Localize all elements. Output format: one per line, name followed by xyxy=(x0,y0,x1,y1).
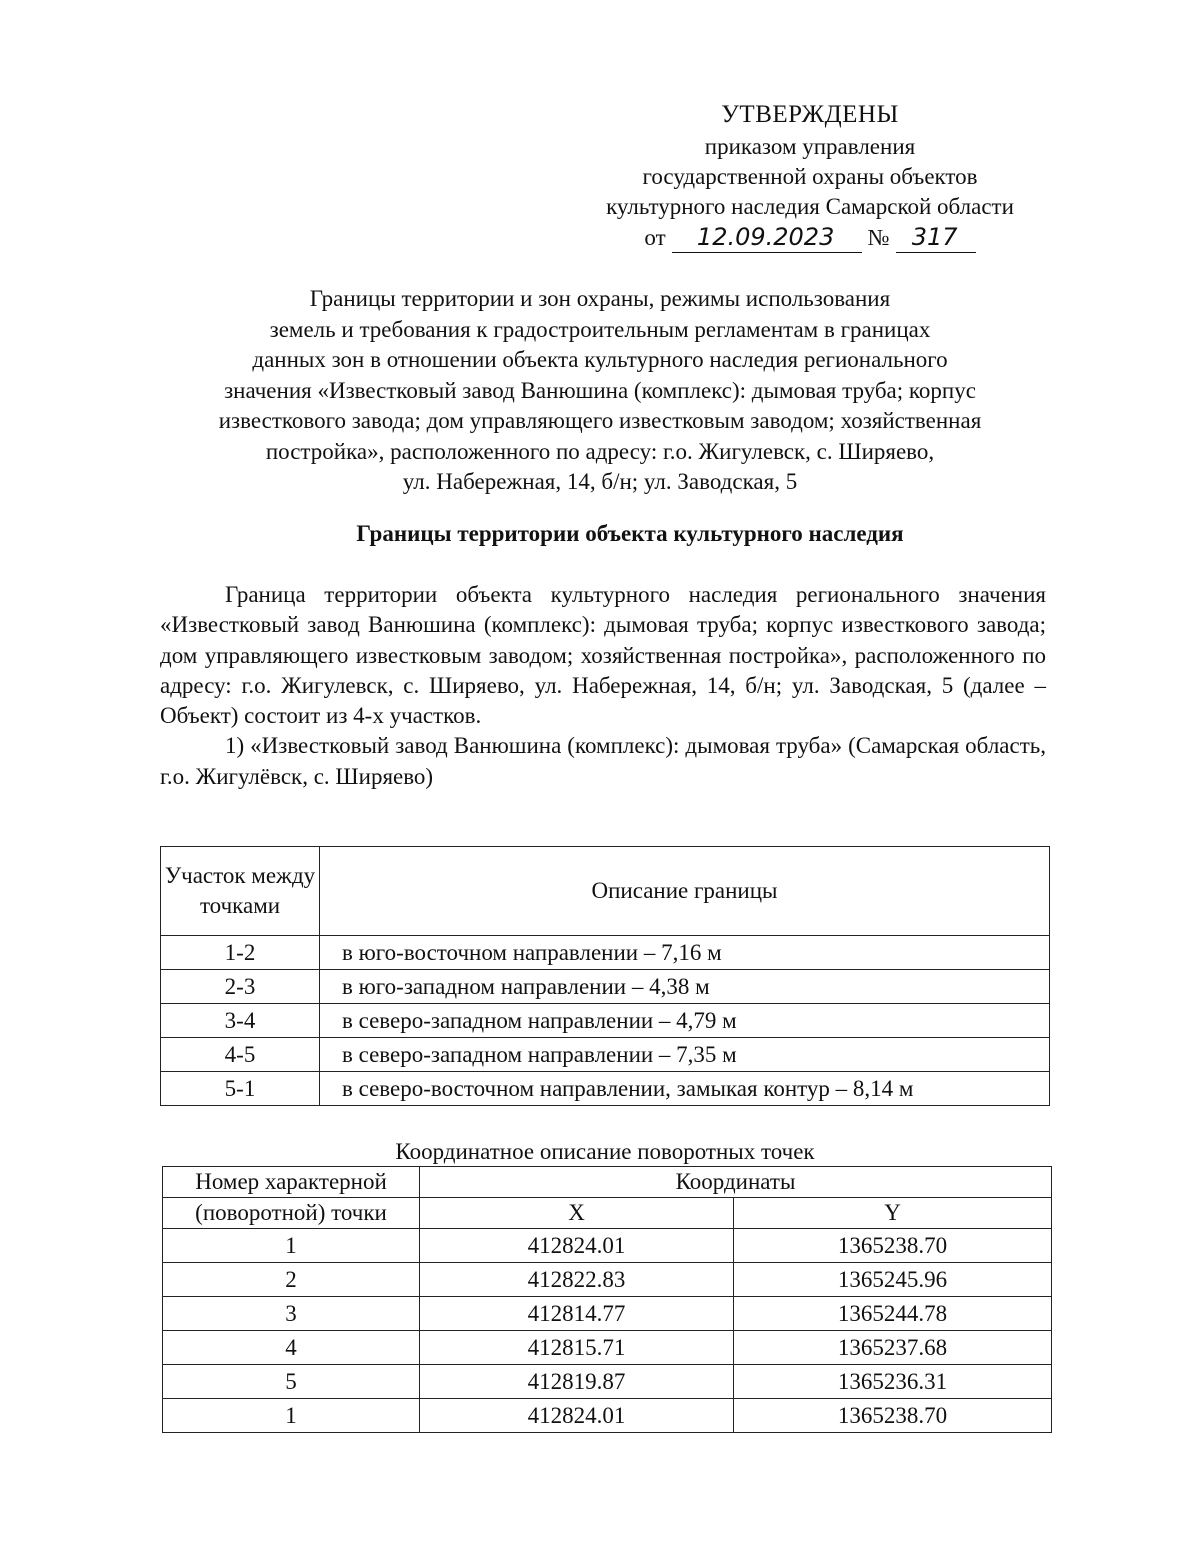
table-row xyxy=(161,1072,1050,1106)
document-title xyxy=(150,284,1050,498)
table-row xyxy=(161,1004,1050,1038)
table-row xyxy=(163,1263,1052,1297)
order-date-number-line xyxy=(560,222,1060,253)
segment-cell: 3-4 xyxy=(161,1004,320,1038)
header-point-line-2: (поворотной) точки xyxy=(163,1198,420,1229)
y-cell: 1365244.78 xyxy=(734,1297,1052,1331)
table-row xyxy=(163,1229,1052,1263)
title-line: известкового завода; дом управляющего известковым заводом; хозяйственная xyxy=(218,408,982,433)
number-prefix: № xyxy=(867,225,890,250)
title-line: ул. Набережная, 14, б/н; ул. Заводская, 5 xyxy=(402,469,798,494)
point-cell: 4 xyxy=(163,1331,420,1365)
table-header-row xyxy=(163,1167,1052,1198)
header-y: Y xyxy=(734,1198,1052,1229)
point-cell: 1 xyxy=(163,1399,420,1433)
segment-cell: 5-1 xyxy=(161,1072,320,1106)
section-title: Границы территории объекта культурного наследия xyxy=(356,521,904,546)
x-cell: 412824.01 xyxy=(420,1399,734,1433)
point-cell: 2 xyxy=(163,1263,420,1297)
y-cell: 1365245.96 xyxy=(734,1263,1052,1297)
title-line: Границы территории и зон охраны, режимы использования xyxy=(309,286,891,311)
description-cell: в северо-восточном направлении, замыкая контур – 8,14 м xyxy=(320,1072,1050,1106)
table-row xyxy=(163,1399,1052,1433)
y-cell: 1365238.70 xyxy=(734,1399,1052,1433)
paragraph-plot-1: 1) «Известковый завод Ванюшина (комплекс): дымовая труба» (Самарская область, г.о. Жигулёвск, с. Ширяево) xyxy=(160,733,1046,789)
handwritten-number: 317 xyxy=(896,222,976,253)
segment-cell: 4-5 xyxy=(161,1038,320,1072)
table-header-row xyxy=(161,847,1050,936)
table-row xyxy=(161,970,1050,1004)
x-cell: 412815.71 xyxy=(420,1331,734,1365)
x-cell: 412824.01 xyxy=(420,1229,734,1263)
table-row xyxy=(163,1297,1052,1331)
table-row xyxy=(163,1331,1052,1365)
approval-line-1: приказом управления xyxy=(704,134,916,159)
y-cell: 1365236.31 xyxy=(734,1365,1052,1399)
segment-cell: 2-3 xyxy=(161,970,320,1004)
segment-cell: 1-2 xyxy=(161,936,320,970)
title-line: данных зон в отношении объекта культурного наследия регионального xyxy=(252,347,948,372)
description-cell: в северо-западном направлении – 4,79 м xyxy=(320,1004,1050,1038)
table-row xyxy=(163,1365,1052,1399)
x-cell: 412814.77 xyxy=(420,1297,734,1331)
approval-line-2: государственной охраны объектов xyxy=(642,164,978,189)
approval-heading: УТВЕРЖДЕНЫ xyxy=(721,101,899,128)
description-cell: в юго-западном направлении – 4,38 м xyxy=(320,970,1050,1004)
description-cell: в северо-западном направлении – 7,35 м xyxy=(320,1038,1050,1072)
y-cell: 1365238.70 xyxy=(734,1229,1052,1263)
title-line: земель и требования к градостроительным регламентам в границах xyxy=(269,316,931,342)
header-coordinates: Координаты xyxy=(420,1167,1052,1198)
description-cell: в юго-восточном направлении – 7,16 м xyxy=(320,936,1050,970)
handwritten-date: 12.09.2023 xyxy=(672,222,862,253)
point-cell: 3 xyxy=(163,1297,420,1331)
header-point-line-1: Номер характерной xyxy=(163,1167,420,1198)
x-cell: 412822.83 xyxy=(420,1263,734,1297)
point-cell: 5 xyxy=(163,1365,420,1399)
point-cell: 1 xyxy=(163,1229,420,1263)
header-segment: Участок между точками xyxy=(161,847,320,936)
header-x: X xyxy=(420,1198,734,1229)
table-header-row xyxy=(163,1198,1052,1229)
approval-line-3: культурного наследия Самарской области xyxy=(606,194,1014,219)
date-prefix: от xyxy=(644,225,666,250)
coordinates-table xyxy=(162,1166,1052,1433)
title-line: значения «Известковый завод Ванюшина (комплекс): дымовая труба; корпус xyxy=(224,377,976,403)
boundary-table xyxy=(160,846,1050,1106)
x-cell: 412819.87 xyxy=(420,1365,734,1399)
table-row xyxy=(161,936,1050,970)
table-row xyxy=(161,1038,1050,1072)
y-cell: 1365237.68 xyxy=(734,1331,1052,1365)
paragraph-boundary-intro: Граница территории объекта культурного наследия регионального значения «Известковый завод Ванюшина (комплекс): дымовая труба; корпус известкового завода; дом управляющего известковым заводом; хозяйственная постройка», расположенного по адресу: г.о. Жигулевск, с. Ширяево, ул. Набережная, 14, б/н; ул. Заводская, 5 (далее – Объект) состоит из 4-х участков. xyxy=(160,582,1046,729)
body-text xyxy=(160,580,1046,792)
approval-block xyxy=(560,100,1060,253)
title-line: постройка», расположенного по адресу: г.о. Жигулевск, с. Ширяево, xyxy=(265,438,935,464)
header-description: Описание границы xyxy=(320,847,1050,936)
coords-caption: Координатное описание поворотных точек xyxy=(395,1139,815,1164)
